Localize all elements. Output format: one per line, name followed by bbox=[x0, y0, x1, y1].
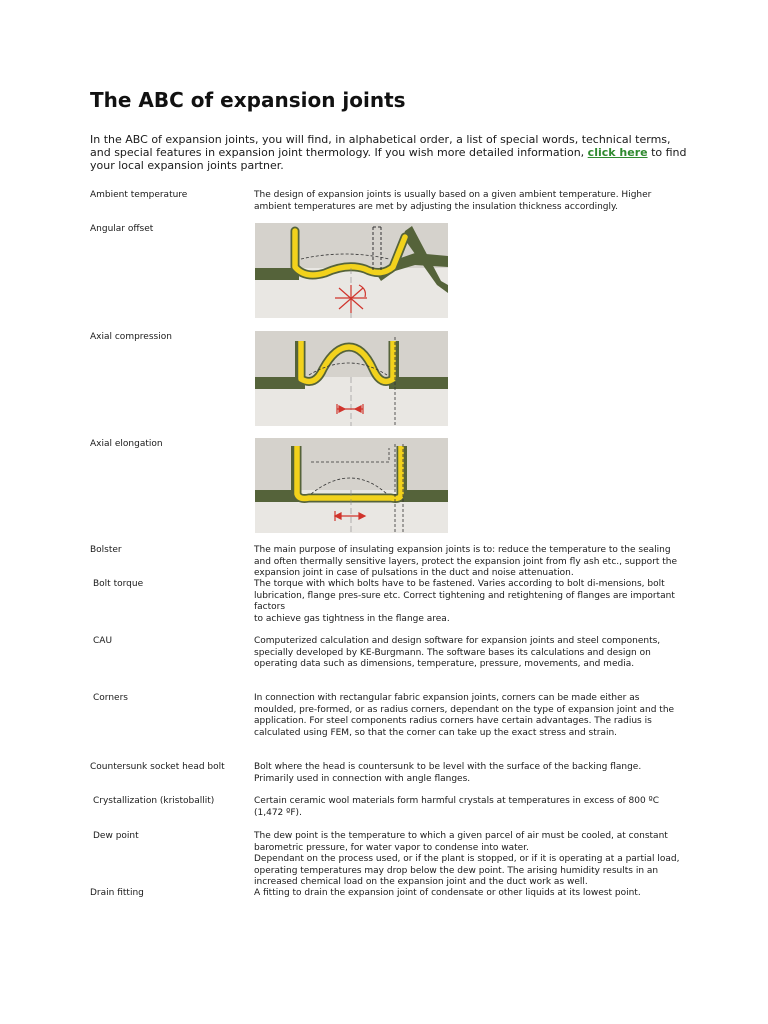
definition-corners: In connection with rectangular fabric expansion joints, corners can be made either as moulded, pre-formed, or as radius corners, dependant on the type of expansion joint and the application. For steel components radius corners have certain advantages. The radius is calculated using FEM, so that the corner can take up the exact stress and strain. bbox=[254, 693, 675, 738]
term-bolster: Bolster bbox=[90, 545, 122, 555]
definition-cau: Computerized calculation and design software for expansion joints and steel components, specially developed by KE-Burgmann. The software bases its calculations and design on operating data such as dimensions, temperature, pressure, movements, and media. bbox=[254, 636, 661, 669]
term-corners: Corners bbox=[93, 693, 128, 703]
term-crystallization: Crystallization (kristoballit) bbox=[93, 796, 215, 806]
definition-crystallization: Certain ceramic wool materials form harmful crystals at temperatures in excess of 800 ºC (1,472 ºF). bbox=[254, 796, 660, 818]
definition-countersunk-socket-head-bolt: Bolt where the head is countersunk to be level with the surface of the backing flange. Primarily used in connection with angle flanges. bbox=[254, 762, 642, 784]
intro-text-end: to find your local expansion joints partner. bbox=[90, 146, 687, 172]
term-countersunk-socket-head-bolt: Countersunk socket head bolt bbox=[90, 762, 225, 772]
definition-bolt-torque: The torque with which bolts have to be fastened. Varies according to bolt di-mensions, bolt lubrication, flange pres-sure etc. Correct tightening and retightening of flanges are important factors to achieve gas tightness in the flange area. bbox=[254, 579, 675, 624]
page-title: The ABC of expansion joints bbox=[90, 88, 406, 112]
click-here-link[interactable]: click here bbox=[587, 146, 648, 159]
definition-ambient-temperature: The design of expansion joints is usually based on a given ambient temperature. Higher ambient temperatures are met by adjusting the insulation thickness accordingly. bbox=[254, 190, 652, 212]
term-axial-elongation: Axial elongation bbox=[90, 439, 163, 449]
term-cau: CAU bbox=[93, 636, 113, 646]
angular-offset-diagram bbox=[255, 223, 448, 318]
term-dew-point: Dew point bbox=[93, 831, 139, 841]
intro-text: In the ABC of expansion joints, you will find, in alphabetical order, a list of special words, technical terms, and special features in expansion joint thermology. If you wish more detailed information, bbox=[90, 133, 671, 159]
intro-paragraph bbox=[90, 133, 690, 172]
term-ambient-temperature: Ambient temperature bbox=[90, 190, 188, 200]
definition-bolster: The main purpose of insulating expansion joints is to: reduce the temperature to the sealing and often thermally sensitive layers, protect the expansion joint from fly ash etc., support the expansion joint in case of pulsations in the duct and noise attenuation. bbox=[254, 545, 678, 578]
axial-elongation-diagram bbox=[255, 438, 448, 533]
term-drain-fitting: Drain fitting bbox=[90, 888, 144, 898]
definition-drain-fitting: A fitting to drain the expansion joint of condensate or other liquids at its lowest point. bbox=[254, 888, 641, 898]
term-bolt-torque: Bolt torque bbox=[93, 579, 144, 589]
definition-dew-point: The dew point is the temperature to which a given parcel of air must be cooled, at constant barometric pressure, for water vapor to condense into water. Dependant on the process used, or if the plant is stopped, or if it is operating at a partial load, operating temperatures may drop below the dew point. The arising humidity results in an increased chemical load on the expansion joint and the duct work as well. bbox=[254, 831, 680, 887]
axial-compression-diagram bbox=[255, 331, 448, 426]
term-angular-offset: Angular offset bbox=[90, 224, 154, 234]
term-axial-compression: Axial compression bbox=[90, 332, 172, 342]
